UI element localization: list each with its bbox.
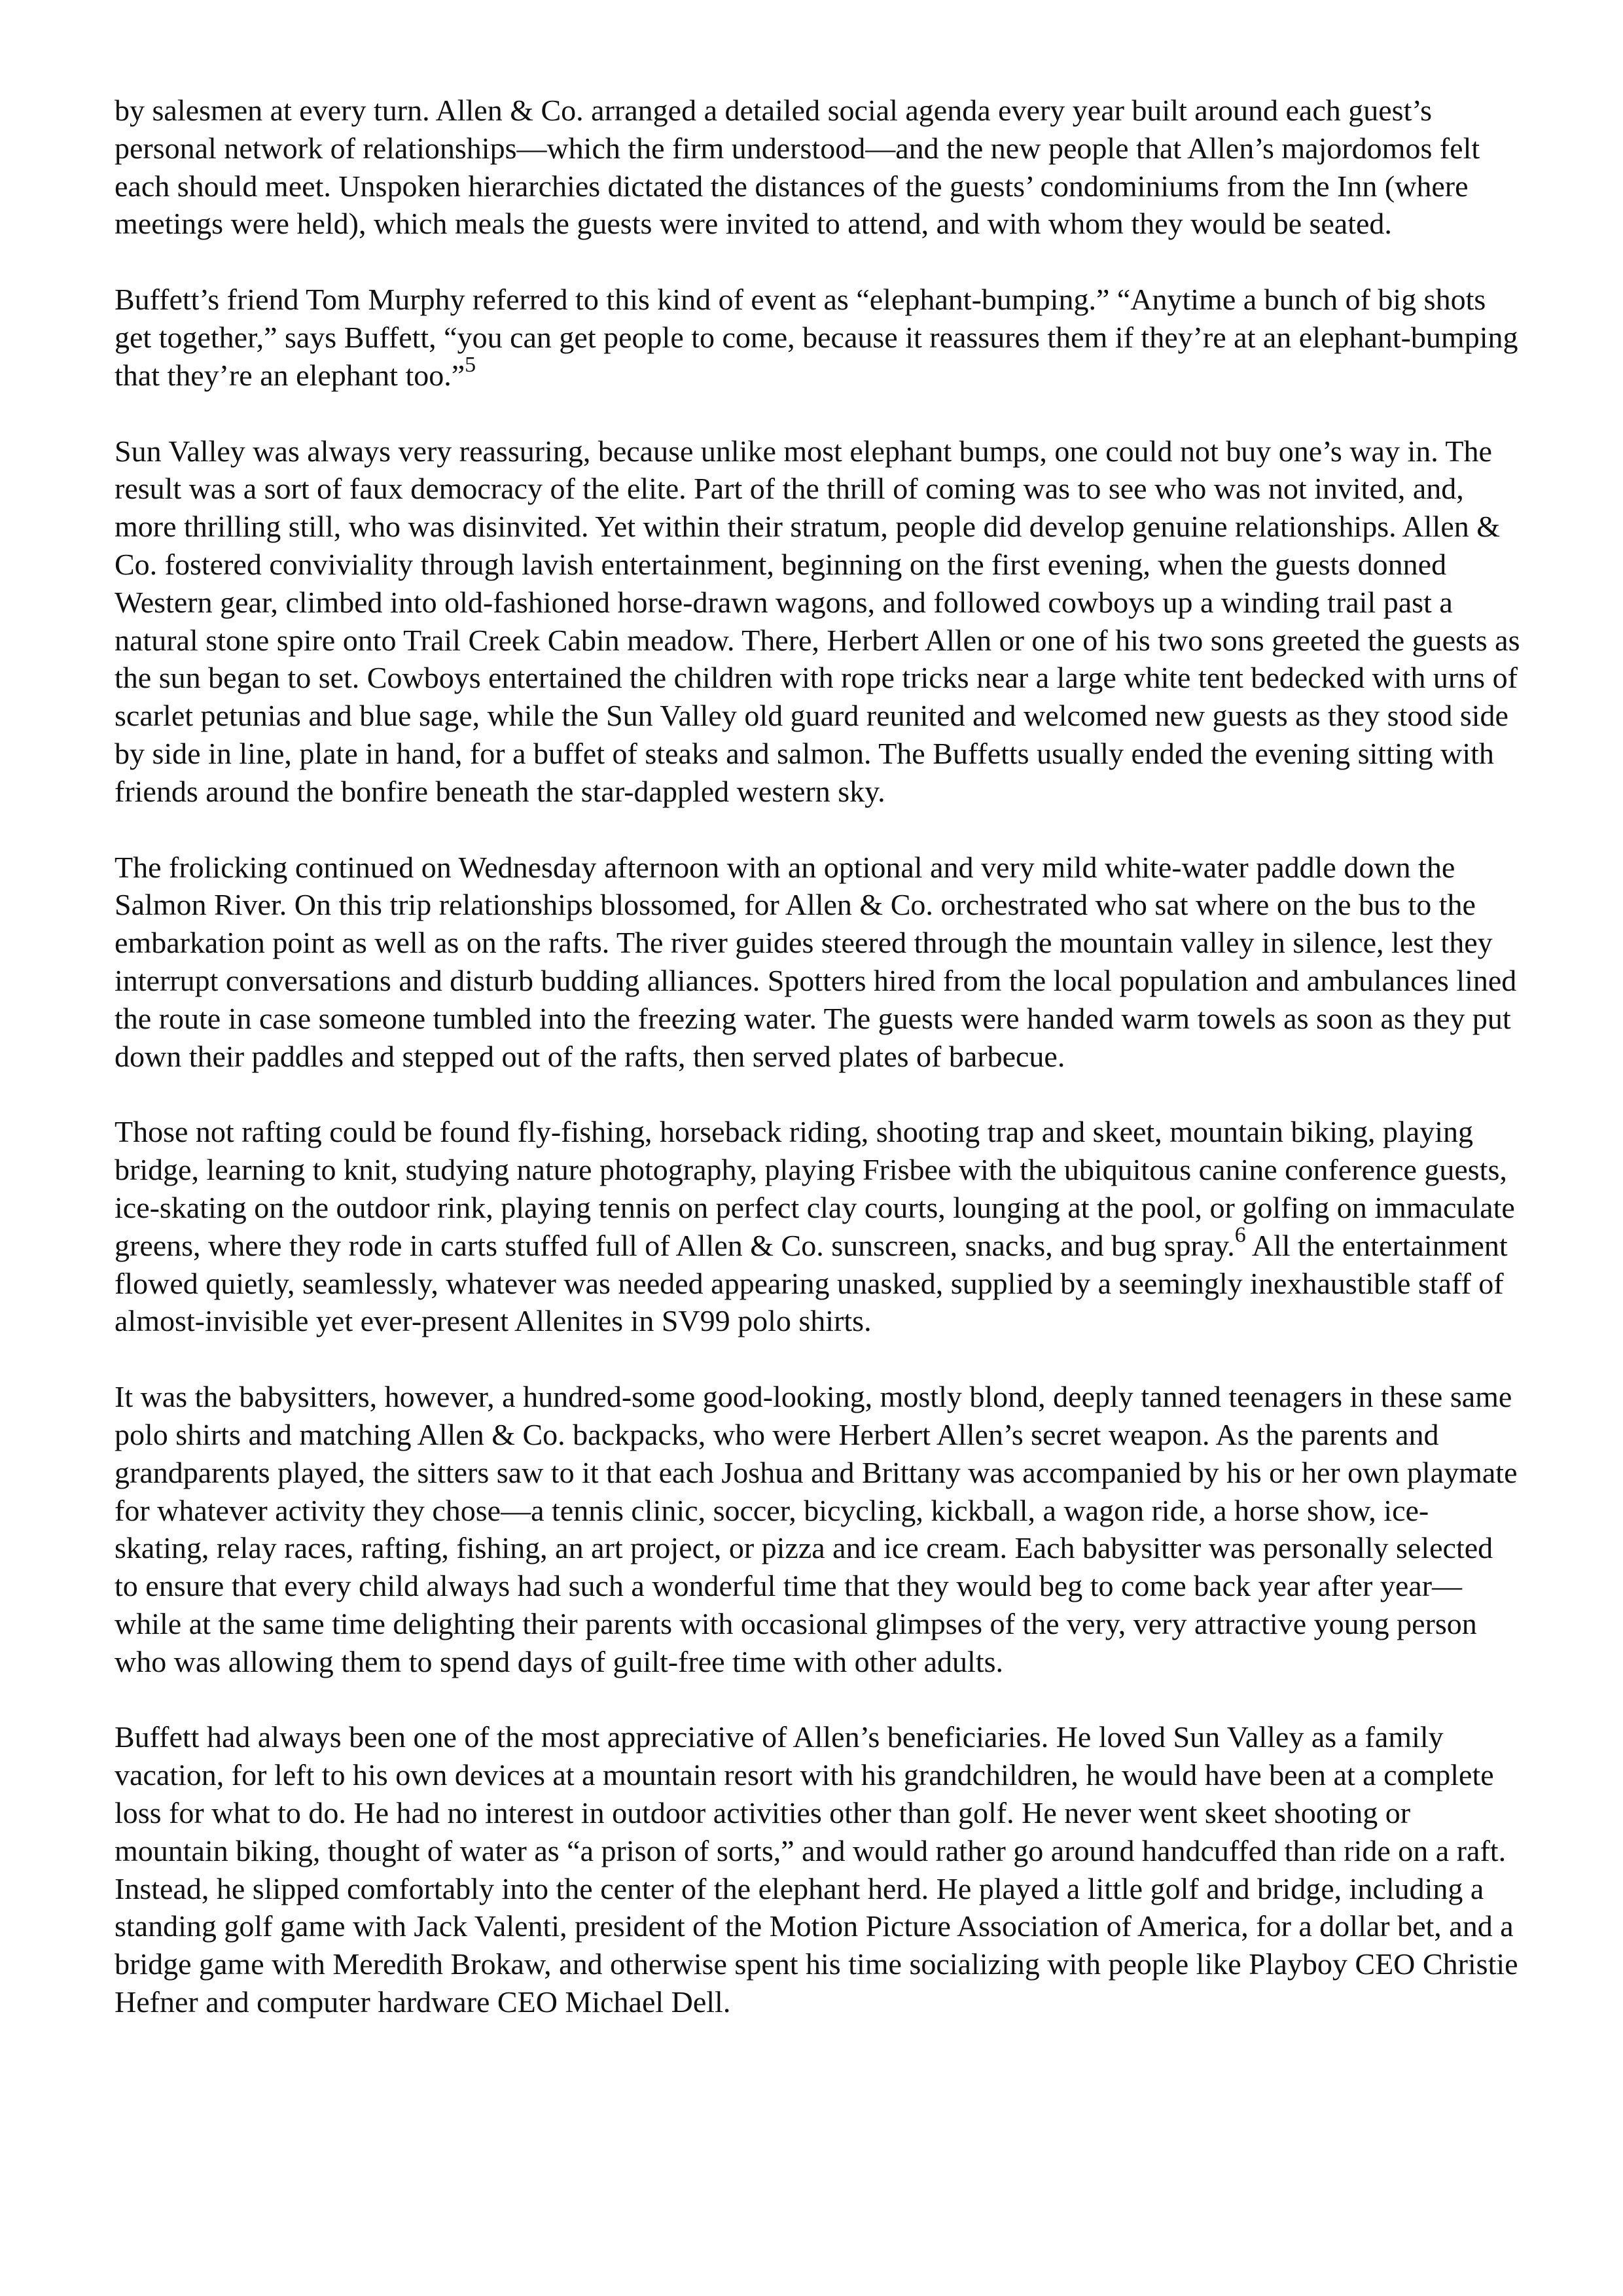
paragraph-text: All the entertainment flowed quietly, seamlessly, whatever was needed appearing unasked, supplied by a seemingly inexhaustible staff of almost-invisible yet ever-present Allenites in SV99 polo shirts. xyxy=(115,1228,1508,1338)
paragraph-elephant-bumping xyxy=(115,281,1522,394)
footnote-marker[interactable]: 6 xyxy=(1234,1223,1246,1248)
paragraph-sun-valley-reassuring xyxy=(115,433,1522,811)
paragraph-buffett-appreciative xyxy=(115,1718,1522,2021)
footnote-marker[interactable]: 5 xyxy=(465,353,476,378)
paragraph-white-water-paddle xyxy=(115,849,1522,1076)
paragraph-allen-social-agenda xyxy=(115,92,1522,243)
paragraph-babysitters xyxy=(115,1378,1522,1680)
document-page xyxy=(115,92,1522,2021)
paragraph-text: by salesmen at every turn. Allen & Co. arranged a detailed social agenda every year built around each guest’s personal network of relationships—which the firm understood—and the new people that Allen’s majordomos felt each should meet. Unspoken hierarchies dictated the distances of the guests’ condominiums from the Inn (where meetings were held), which meals the guests were invited to attend, and with whom they would be seated. xyxy=(115,94,1480,241)
paragraph-text: The frolicking continued on Wednesday afternoon with an optional and very mild white-water paddle down the Salmon River. On this trip relationships blossomed, for Allen & Co. orchestrated who sat where on the bus to the embarkation point as well as on the rafts. The river guides steered through the mountain valley in silence, lest they interrupt conversations and disturb budding alliances. Spotters hired from the local population and ambulances lined the route in case someone tumbled into the freezing water. The guests were handed warm towels as soon as they put down their paddles and stepped out of the rafts, then served plates of barbecue. xyxy=(115,850,1517,1073)
paragraph-text: It was the babysitters, however, a hundred-some good-looking, mostly blond, deeply tanned teenagers in these same polo shirts and matching Allen & Co. backpacks, who were Herbert Allen’s secret weapon. As the parents and grandparents played, the sitters saw to it that each Joshua and Brittany was accompanied by his or her own playmate for whatever activity they chose—a tennis clinic, soccer, bicycling, kickball, a wagon ride, a horse show, ice-skating, relay races, rafting, fishing, an art project, or pizza and ice cream. Each babysitter was personally selected to ensure that every child always had such a wonderful time that they would beg to come back year after year—while at the same time delighting their parents with occasional glimpses of the very, very attractive young person who was allowing them to spend days of guilt-free time with other adults. xyxy=(115,1380,1518,1678)
paragraph-text: Those not rafting could be found fly-fishing, horseback riding, shooting trap and skeet, mountain biking, playing bridge, learning to knit, studying nature photography, playing Frisbee with the ubiquitous canine conference guests, ice-skating on the outdoor rink, playing tennis on perfect clay courts, lounging at the pool, or golfing on immaculate greens, where they rode in carts stuffed full of Allen & Co. sunscreen, snacks, and bug spray. xyxy=(115,1115,1515,1262)
paragraph-text: Buffett’s friend Tom Murphy referred to this kind of event as “elephant-bumping.” “Anytime a bunch of big shots get together,” says Buffett, “you can get people to come, because it reassures them if they’re at an elephant-bumping that they’re an elephant too.” xyxy=(115,283,1518,392)
paragraph-activities xyxy=(115,1113,1522,1340)
paragraph-text: Buffett had always been one of the most appreciative of Allen’s beneficiaries. He loved Sun Valley as a family vacation, for left to his own devices at a mountain resort with his grandchildren, he would have been at a complete loss for what to do. He had no interest in outdoor activities other than golf. He never went skeet shooting or mountain biking, thought of water as “a prison of sorts,” and would rather go around handcuffed than ride on a raft. Instead, he slipped comfortably into the center of the elephant herd. He played a little golf and bridge, including a standing golf game with Jack Valenti, president of the Motion Picture Association of America, for a dollar bet, and a bridge game with Meredith Brokaw, and otherwise spent his time socializing with people like Playboy CEO Christie Hefner and computer hardware CEO Michael Dell. xyxy=(115,1720,1518,2019)
paragraph-text: Sun Valley was always very reassuring, because unlike most elephant bumps, one could not buy one’s way in. The result was a sort of faux democracy of the elite. Part of the thrill of coming was to see who was not invited, and, more thrilling still, who was disinvited. Yet within their stratum, people did develop genuine relationships. Allen & Co. fostered conviviality through lavish entertainment, beginning on the first evening, when the guests donned Western gear, climbed into old-fashioned horse-drawn wagons, and followed cowboys up a winding trail past a natural stone spire onto Trail Creek Cabin meadow. There, Herbert Allen or one of his two sons greeted the guests as the sun began to set. Cowboys entertained the children with rope tricks near a large white tent bedecked with urns of scarlet petunias and blue sage, while the Sun Valley old guard reunited and welcomed new guests as they stood side by side in line, plate in hand, for a buffet of steaks and salmon. The Buffetts usually ended the evening sitting with friends around the bonfire beneath the star-dappled western sky. xyxy=(115,434,1520,808)
